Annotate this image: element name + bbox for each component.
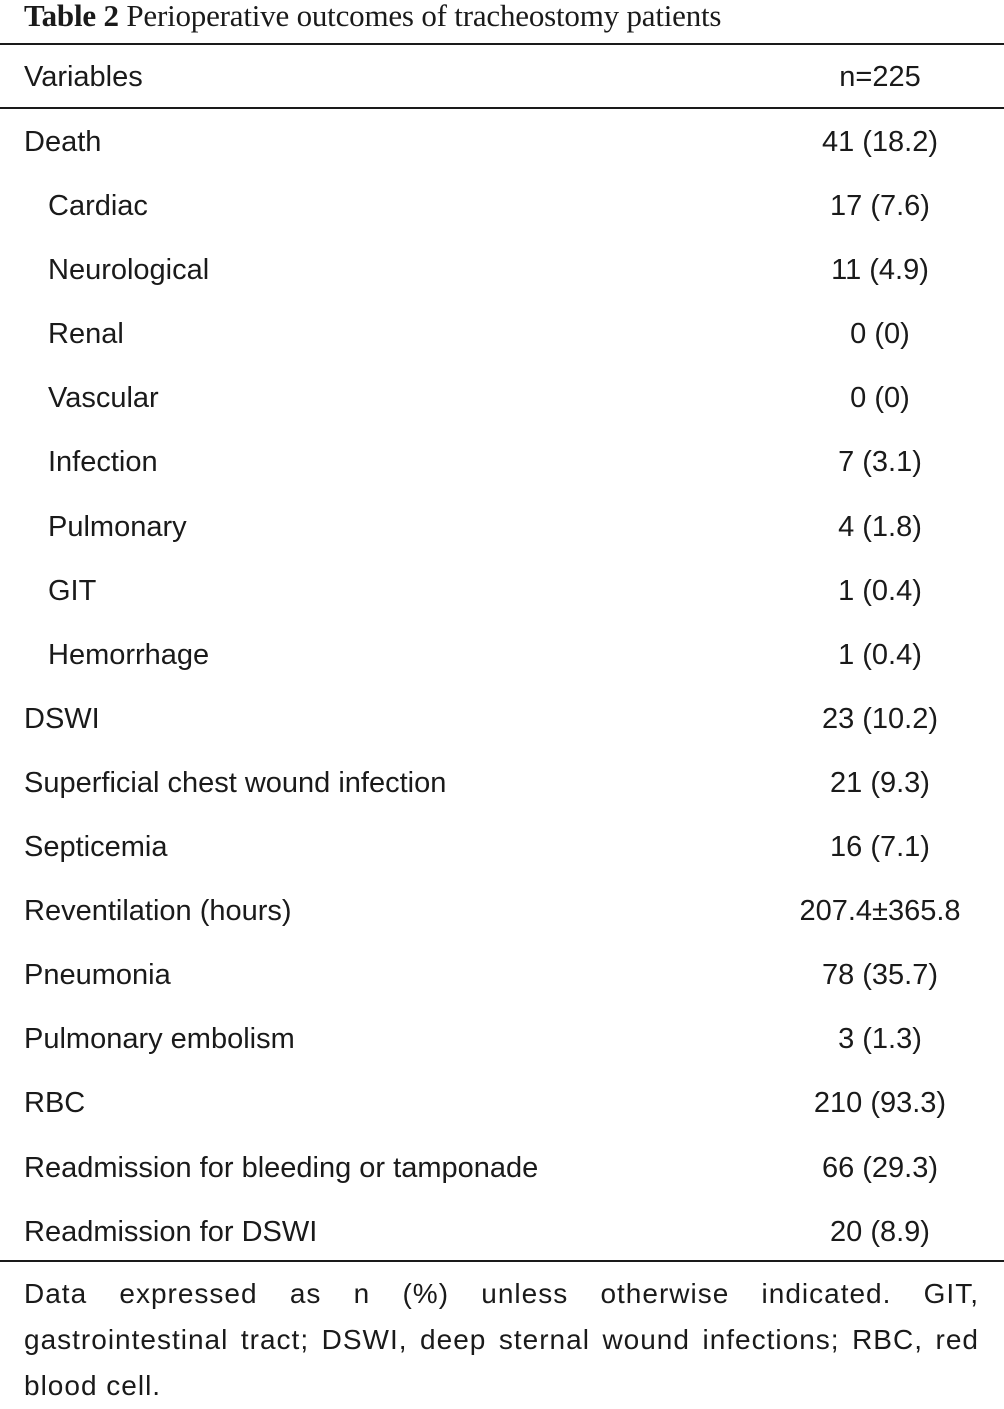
table-row: [0, 1136, 1004, 1200]
table-row: [0, 751, 1004, 815]
row-value: 7 (3.1): [838, 446, 922, 479]
row-value: 0 (0): [850, 382, 910, 415]
row-value: 66 (29.3): [821, 1151, 939, 1184]
row-value: 16 (7.1): [830, 831, 930, 864]
table-caption: [24, 0, 721, 36]
row-value: 23 (10.2): [821, 702, 939, 735]
row-label: RBC: [24, 1087, 86, 1120]
row-label: Cardiac: [48, 190, 148, 223]
row-value: 20 (8.9): [830, 1215, 930, 1248]
row-label: Septicemia: [24, 831, 168, 864]
table-header-rule: [0, 107, 1004, 109]
row-value: 210 (93.3): [813, 1087, 947, 1120]
table-row: [0, 1200, 1004, 1264]
row-value: 3 (1.3): [838, 1023, 922, 1056]
row-label: Vascular: [48, 382, 159, 415]
row-value: 1 (0.4): [838, 574, 922, 607]
table-header-row: [0, 46, 1004, 108]
row-value: 21 (9.3): [830, 766, 930, 799]
row-label: Death: [24, 126, 102, 158]
row-value: 1 (0.4): [838, 638, 922, 671]
row-value: 78 (35.7): [821, 959, 939, 992]
table-row: [0, 174, 1004, 238]
row-label: Pulmonary embolism: [24, 1023, 295, 1056]
table-row: [0, 1007, 1004, 1071]
row-label: Readmission for bleeding or tamponade: [24, 1151, 539, 1184]
table-row: [0, 302, 1004, 366]
table-row: [0, 495, 1004, 559]
table-row: [0, 366, 1004, 430]
row-label: DSWI: [24, 702, 100, 735]
header-count: n=225: [839, 61, 921, 93]
table-row: [0, 879, 1004, 943]
row-label: Infection: [48, 446, 158, 479]
row-label: Renal: [48, 318, 124, 351]
table-body: [0, 110, 1004, 1264]
row-value: 4 (1.8): [838, 510, 922, 543]
row-label: Pneumonia: [24, 959, 171, 992]
table-footnote: Data expressed as n (%) unless otherwise indicated. GIT, gastrointestinal tract; DSWI, deep sternal wound infections; RBC, red blood cell.: [24, 1278, 979, 1401]
row-label: Readmission for DSWI: [24, 1215, 318, 1248]
table-caption-text: Perioperative outcomes of tracheostomy patients: [126, 0, 722, 33]
header-variables: Variables: [24, 61, 143, 93]
table-bottom-rule: [0, 1260, 1004, 1262]
table-top-rule: [0, 43, 1004, 45]
table-row: [0, 623, 1004, 687]
table-row: [0, 110, 1004, 174]
row-label: Reventilation (hours): [24, 895, 292, 928]
row-value: 0 (0): [850, 318, 910, 351]
table-row: [0, 815, 1004, 879]
table-caption-label: Table 2: [24, 0, 119, 33]
table-row: [0, 559, 1004, 623]
table-row: [0, 430, 1004, 494]
row-value: 207.4±365.8: [799, 895, 961, 928]
row-label: GIT: [48, 574, 97, 607]
table-row: [0, 238, 1004, 302]
row-label: Pulmonary: [48, 510, 187, 543]
row-label: Neurological: [48, 254, 210, 287]
table-row: [0, 1071, 1004, 1135]
row-label: Superficial chest wound infection: [24, 766, 447, 799]
row-value: 11 (4.9): [831, 254, 929, 287]
table-row: [0, 943, 1004, 1007]
row-label: Hemorrhage: [48, 638, 210, 671]
row-value: 41 (18.2): [821, 126, 939, 158]
row-value: 17 (7.6): [830, 190, 930, 223]
table-row: [0, 687, 1004, 751]
